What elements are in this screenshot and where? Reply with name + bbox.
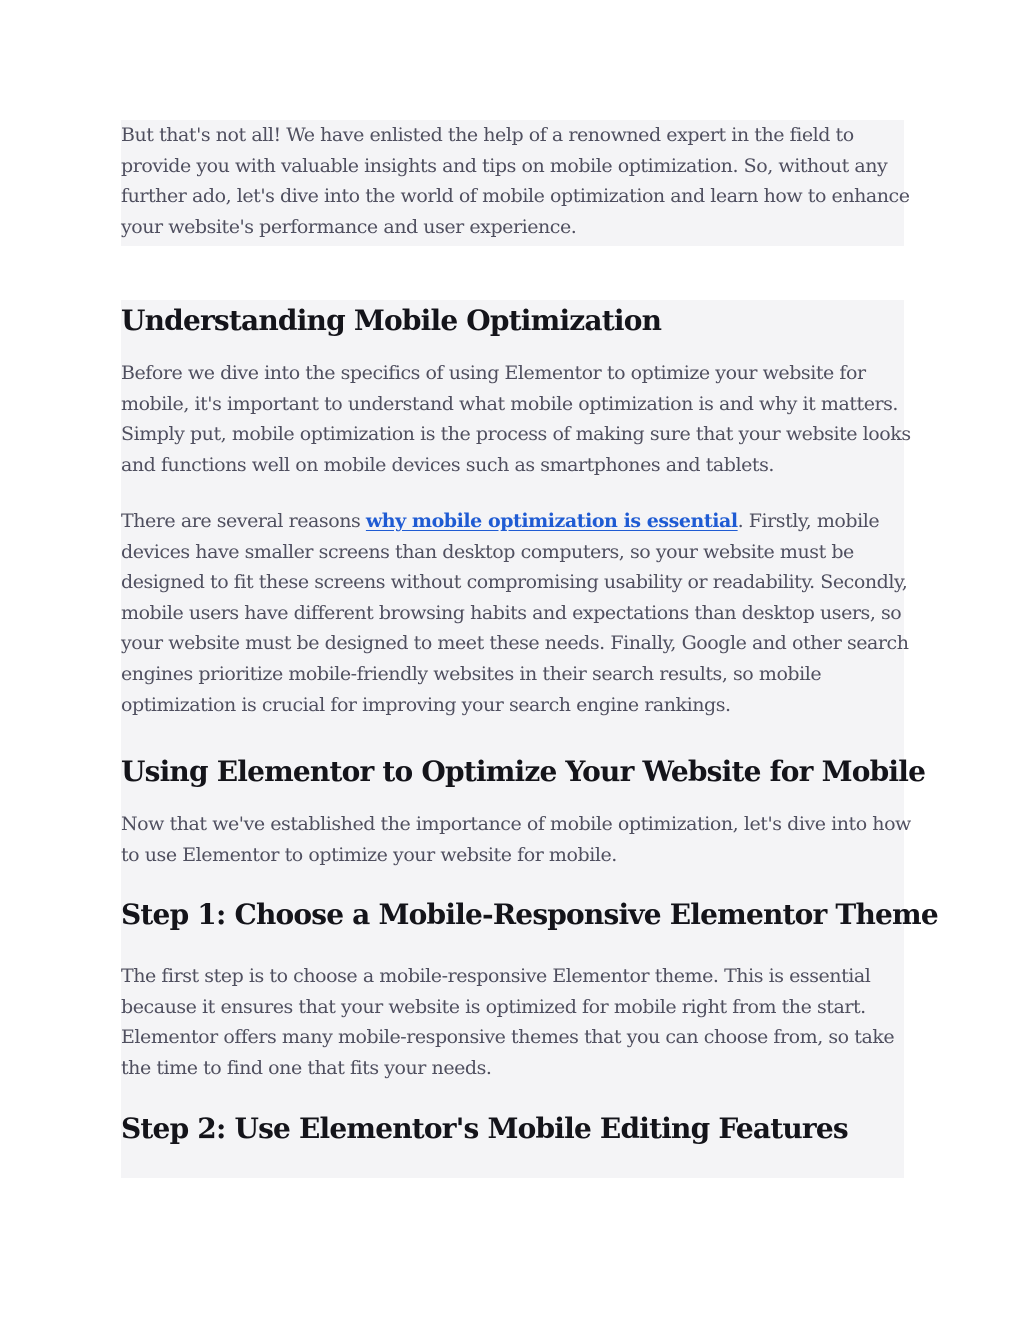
why-mobile-optimization-link[interactable]: why mobile optimization is essential — [365, 510, 738, 532]
using-elementor-paragraph: Now that we've established the importance of mobile optimization, let's dive into how to use Elementor to optimize your website for mobile. — [121, 813, 911, 866]
heading-using-elementor: Using Elementor to Optimize Your Website for Mobile — [121, 755, 926, 788]
step-1-paragraph: The first step is to choose a mobile-responsive Elementor theme. This is essential because it ensures that your website is optimized for mobile right from the start. Elementor offers many mobile-responsive themes that you can choose from, so take the time to find one that fits your needs. — [121, 965, 895, 1079]
intro-paragraph: But that's not all! We have enlisted the help of a renowned expert in the field to provide you with valuable insights and tips on mobile optimization. So, without any further ado, let's dive into the world of mobile optimization and learn how to enhance your website's performance and user experience. — [121, 124, 910, 238]
heading-step-1: Step 1: Choose a Mobile-Responsive Elementor Theme — [121, 898, 938, 931]
heading-step-2: Step 2: Use Elementor's Mobile Editing Features — [121, 1112, 848, 1145]
heading-understanding-mobile-optimization: Understanding Mobile Optimization — [121, 304, 662, 337]
understanding-paragraph-2 — [121, 506, 911, 720]
intro-block — [121, 120, 910, 246]
article-content-block — [121, 300, 938, 1178]
paragraph2-text-before-link: There are several reasons — [121, 510, 366, 532]
understanding-paragraph-1: Before we dive into the specifics of using Elementor to optimize your website for mobile, it's important to understand what mobile optimization is and why it matters. Simply put, mobile optimization is the process of making sure that your website looks and functions well on mobile devices such as smartphones and tablets. — [121, 362, 911, 476]
paragraph2-text-after-link: . Firstly, mobile devices have smaller screens than desktop computers, so your website must be designed to fit these screens without compromising usability or readability. Secondly, mobile users have different browsing habits and expectations than desktop users, so your website must be designed to meet these needs. Finally, Google and other search engines prioritize mobile-friendly websites in their search results, so mobile optimization is crucial for improving your search engine rankings. — [121, 510, 909, 716]
